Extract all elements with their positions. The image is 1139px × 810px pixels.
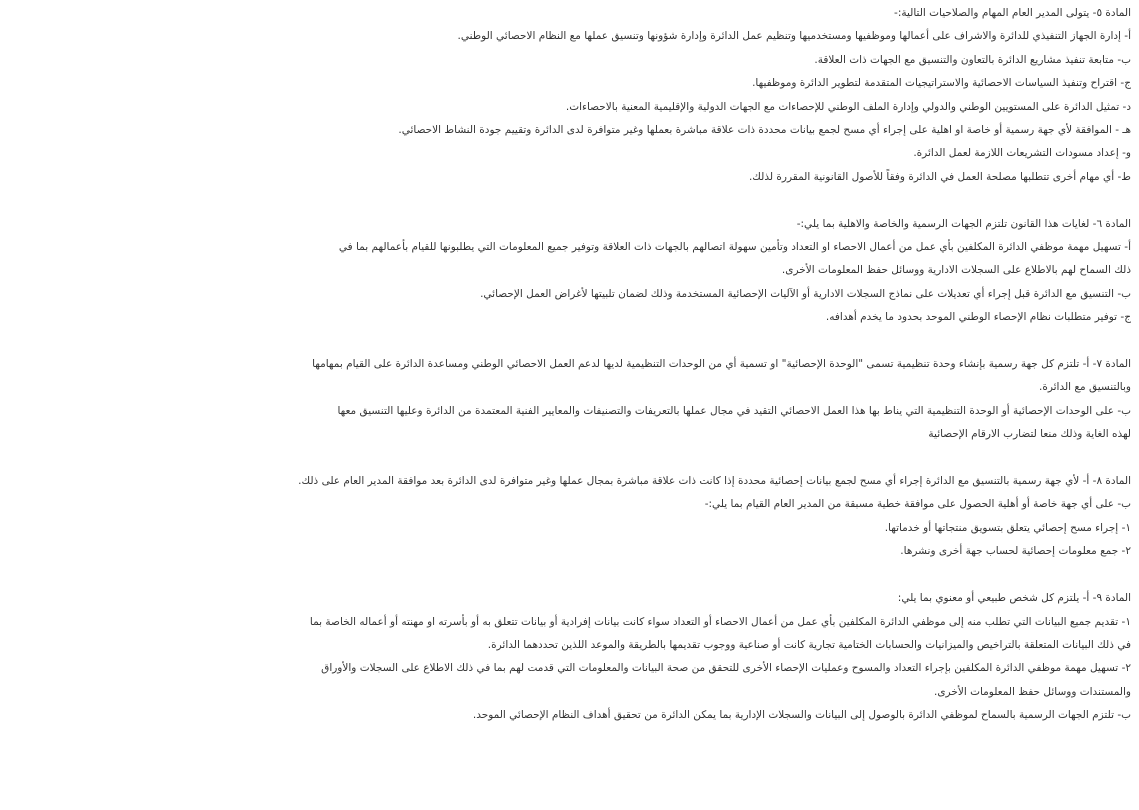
article-9 bbox=[8, 587, 1131, 727]
article-8-heading: المادة ٨- أ- لأي جهة رسمية بالتنسيق مع الدائرة إجراء أي مسح لجمع بيانات إحصائية محددة إذا كانت ذات علاقة مباشرة بمجال عملها وغير متوافرة لدى الدائرة بعد موافقة المدير العام على ذلك. bbox=[298, 475, 1131, 488]
article-9-item: والمستندات ووسائل حفظ المعلومات الأخرى. bbox=[933, 685, 1131, 698]
article-5-item: ط- أي مهام أخرى تتطلبها مصلحة العمل في الدائرة وفقاً للأصول القانونية المقررة لذلك. bbox=[748, 170, 1131, 183]
paragraph-gap bbox=[8, 447, 1131, 470]
article-7 bbox=[8, 353, 1131, 447]
article-8 bbox=[8, 470, 1131, 564]
article-9-heading: المادة ٩- أ- يلتزم كل شخص طبيعي أو معنوي بما يلي: bbox=[897, 592, 1131, 605]
article-7-item: لهذه الغاية وذلك منعا لتضارب الارقام الإحصائية bbox=[928, 428, 1131, 441]
article-8-item: ب- على أي جهة خاصة أو أهلية الحصول على موافقة خطية مسبقة من المدير العام القيام بما يلي:- bbox=[704, 498, 1131, 511]
article-9-item: ٢- تسهيل مهمة موظفي الدائرة المكلفين بإجراء التعداد والمسوح وعمليات الإحصاء الأخرى للتحقق من صحة البيانات والمعلومات التي قدمت لهم بما في ذلك الاطلاع على السجلات والأوراق bbox=[321, 662, 1131, 675]
article-7-heading: المادة ٧- أ- تلتزم كل جهة رسمية بإنشاء وحدة تنظيمية تسمى "الوحدة الإحصائية" او تسمية أي من الوحدات التنظيمية لديها لدعم العمل الاحصائي الوطني ومساعدة الدائرة على القيام بمهامها bbox=[312, 358, 1131, 371]
paragraph-gap bbox=[8, 330, 1131, 353]
article-6 bbox=[8, 213, 1131, 330]
article-6-item: ب- التنسيق مع الدائرة قبل إجراء أي تعديلات على نماذج السجلات الادارية أو الآليات الإحصائية المستخدمة وذلك لضمان تلبيتها لأغراض العمل الإحصائي. bbox=[480, 287, 1131, 300]
article-8-item: ١- إجراء مسح إحصائي يتعلق بتسويق منتجاتها أو خدماتها. bbox=[884, 521, 1131, 534]
article-9-item: في ذلك البيانات المتعلقة بالتراخيص والميزانيات والحسابات الختامية تجارية كانت أو صناعية ووجوب تقديمها بالطريقة والموعد اللذين تحددهما الدائرة. bbox=[487, 638, 1131, 651]
paragraph-gap bbox=[8, 564, 1131, 587]
article-5 bbox=[8, 2, 1131, 189]
article-5-item: ج- اقتراح وتنفيذ السياسات الاحصائية والاستراتيجيات المتقدمة لتطوير الدائرة وموظفيها. bbox=[752, 77, 1131, 90]
article-8-item: ٢- جمع معلومات إحصائية لحساب جهة أخرى ونشرها. bbox=[900, 545, 1131, 558]
article-6-item: ج- توفير متطلبات نظام الإحصاء الوطني الموحد بحدود ما يخدم أهدافه. bbox=[825, 311, 1131, 324]
article-6-item: أ- تسهيل مهمة موظفي الدائرة المكلفين بأي عمل من أعمال الاحصاء او التعداد وتأمين سهولة اتصالهم بالجهات ذات العلاقة وتوفير جميع المعلومات التي يطلبونها للقيام بأعمالهم بما في bbox=[338, 241, 1131, 254]
article-7-item: ب- على الوحدات الإحصائية أو الوحدة التنظيمية التي يناط بها هذا العمل الاحصائي التقيد في مجال عملها بالتعريفات والتصنيفات والمعايير الفنية المعتمدة من الدائرة وعليها التنسيق معها bbox=[337, 404, 1131, 417]
article-6-item: ذلك السماح لهم بالاطلاع على السجلات الادارية ووسائل حفظ المعلومات الأخرى. bbox=[781, 264, 1131, 277]
article-5-item: ب- متابعة تنفيذ مشاريع الدائرة بالتعاون والتنسيق مع الجهات ذات العلاقة. bbox=[814, 53, 1131, 66]
article-5-item: و- إعداد مسودات التشريعات اللازمة لعمل الدائرة. bbox=[913, 147, 1131, 160]
paragraph-gap bbox=[8, 189, 1131, 212]
article-5-heading: المادة ٥- يتولى المدير العام المهام والصلاحيات التالية:- bbox=[894, 7, 1131, 19]
article-5-item: أ- إدارة الجهاز التنفيذي للدائرة والاشراف على أعمالها وموظفيها ومستخدميها وتنظيم عمل الدائرة وإدارة شؤونها وتنسيق عملها مع النظام الاحصائي الوطني. bbox=[457, 30, 1131, 43]
article-6-heading: المادة ٦- لغايات هذا القانون تلتزم الجهات الرسمية والخاصة والاهلية بما يلي:- bbox=[796, 217, 1131, 230]
article-7-item: وبالتنسيق مع الدائرة. bbox=[1038, 381, 1131, 394]
article-9-item: ١- تقديم جميع البيانات التي تطلب منه إلى موظفي الدائرة المكلفين بأي عمل من أعمال الاحصاء أو التعداد سواء كانت بيانات إفرادية أو بيانات تتعلق به أو بأسرته او مهنته أو أعماله الخاصة بما bbox=[309, 615, 1131, 628]
article-9-item: ب- تلتزم الجهات الرسمية بالسماح لموظفي الدائرة بالوصول إلى البيانات والسجلات الإدارية بما يمكن الدائرة من تحقيق أهداف النظام الإحصائي الموحد. bbox=[472, 709, 1131, 722]
article-5-item: هـ - الموافقة لأي جهة رسمية أو خاصة او اهلية على إجراء أي مسح لجمع بيانات محددة ذات علاقة مباشرة بعملها وغير متوافرة لدى الدائرة وتقييم جودة النشاط الاحصائي. bbox=[398, 124, 1131, 137]
article-5-item: د- تمثيل الدائرة على المستويين الوطني والدولي وإدارة الملف الوطني للإحصاءات مع الجهات الدولية والإقليمية المعنية بالاحصاءات. bbox=[565, 100, 1131, 113]
